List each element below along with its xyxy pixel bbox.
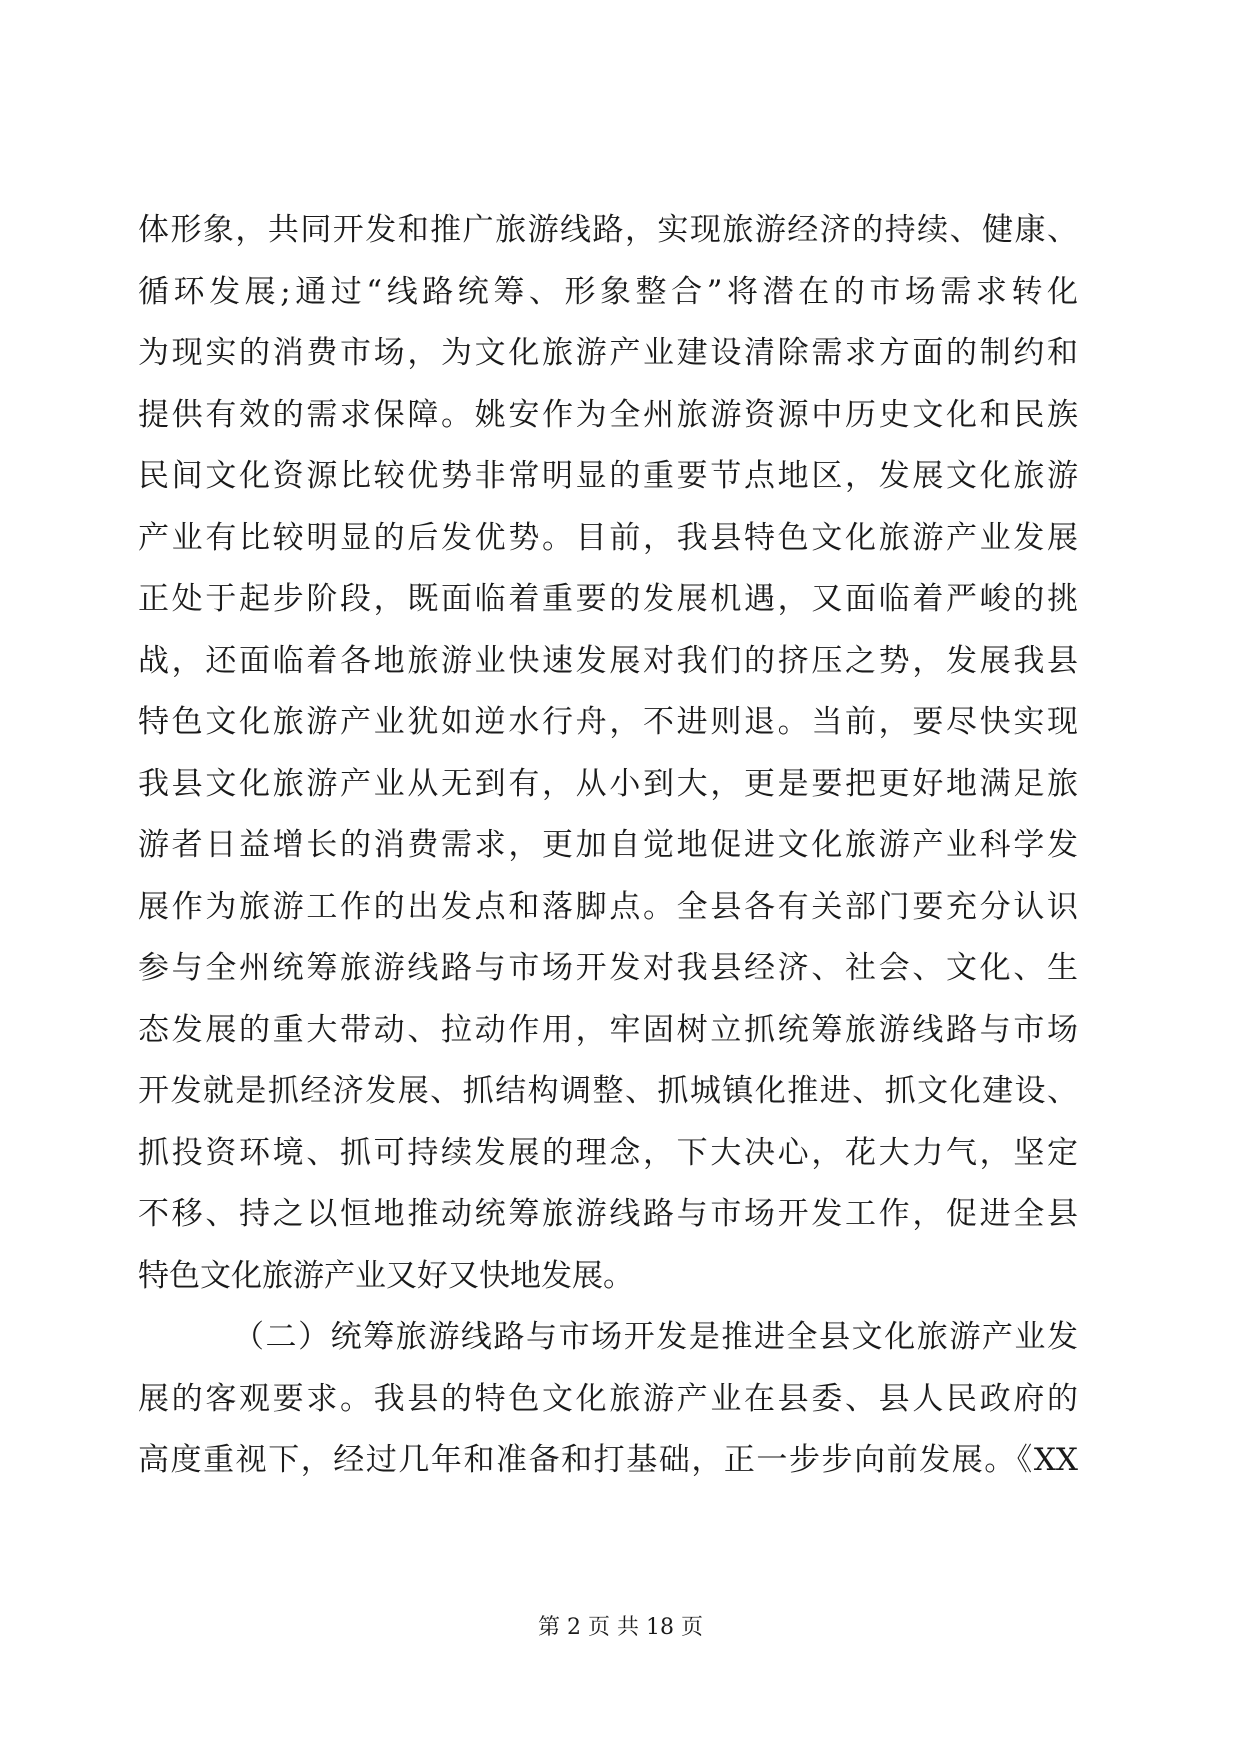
text-line: 为现实的消费市场，为文化旅游产业建设清除需求方面的制约和 (138, 335, 1078, 371)
page-number-footer: 第 2 页 共 18 页 (538, 1615, 703, 1640)
text-line: 正处于起步阶段，既面临着重要的发展机遇，又面临着严峻的挑 (138, 581, 1078, 617)
text-line: 开发就是抓经济发展、抓结构调整、抓城镇化推进、抓文化建设、 (138, 1073, 1078, 1109)
text-line: 循环发展;通过“线路统筹、形象整合”将潜在的市场需求转化 (138, 273, 1078, 310)
text-line: 体形象，共同开发和推广旅游线路，实现旅游经济的持续、健康、 (138, 212, 1078, 248)
text-line: 展作为旅游工作的出发点和落脚点。全县各有关部门要充分认识 (138, 888, 1078, 925)
section-heading-line: （二）统筹旅游线路与市场开发是推进全县文化旅游产业发 (233, 1319, 1078, 1355)
text-line: 产业有比较明显的后发优势。目前，我县特色文化旅游产业发展 (138, 519, 1078, 556)
text-line: 展的客观要求。我县的特色文化旅游产业在县委、县人民政府的 (138, 1380, 1078, 1417)
text-line: 态发展的重大带动、拉动作用，牢固树立抓统筹旅游线路与市场 (138, 1011, 1078, 1048)
text-line: 特色文化旅游产业犹如逆水行舟，不进则退。当前，要尽快实现 (138, 704, 1078, 740)
text-line: 提供有效的需求保障。姚安作为全州旅游资源中历史文化和民族 (138, 396, 1078, 433)
text-line: 抓投资环境、抓可持续发展的理念，下大决心，花大力气，坚定 (138, 1134, 1078, 1171)
text-line: 游者日益增长的消费需求，更加自觉地促进文化旅游产业科学发 (138, 827, 1078, 863)
text-line: 不移、持之以恒地推动统筹旅游线路与市场开发工作，促进全县 (138, 1196, 1078, 1232)
text-line: 战，还面临着各地旅游业快速发展对我们的挤压之势，发展我县 (138, 642, 1078, 679)
text-line: 特色文化旅游产业又好又快地发展。 (138, 1257, 634, 1294)
text-line: 我县文化旅游产业从无到有，从小到大，更是要把更好地满足旅 (138, 765, 1078, 802)
text-line: 参与全州统筹旅游线路与市场开发对我县经济、社会、文化、生 (138, 950, 1078, 986)
text-line: 民间文化资源比较优势非常明显的重要节点地区，发展文化旅游 (138, 458, 1078, 494)
text-line: 高度重视下，经过几年和准备和打基础，正一步步向前发展。《XX (138, 1442, 1078, 1478)
body-text (138, 200, 1078, 1492)
